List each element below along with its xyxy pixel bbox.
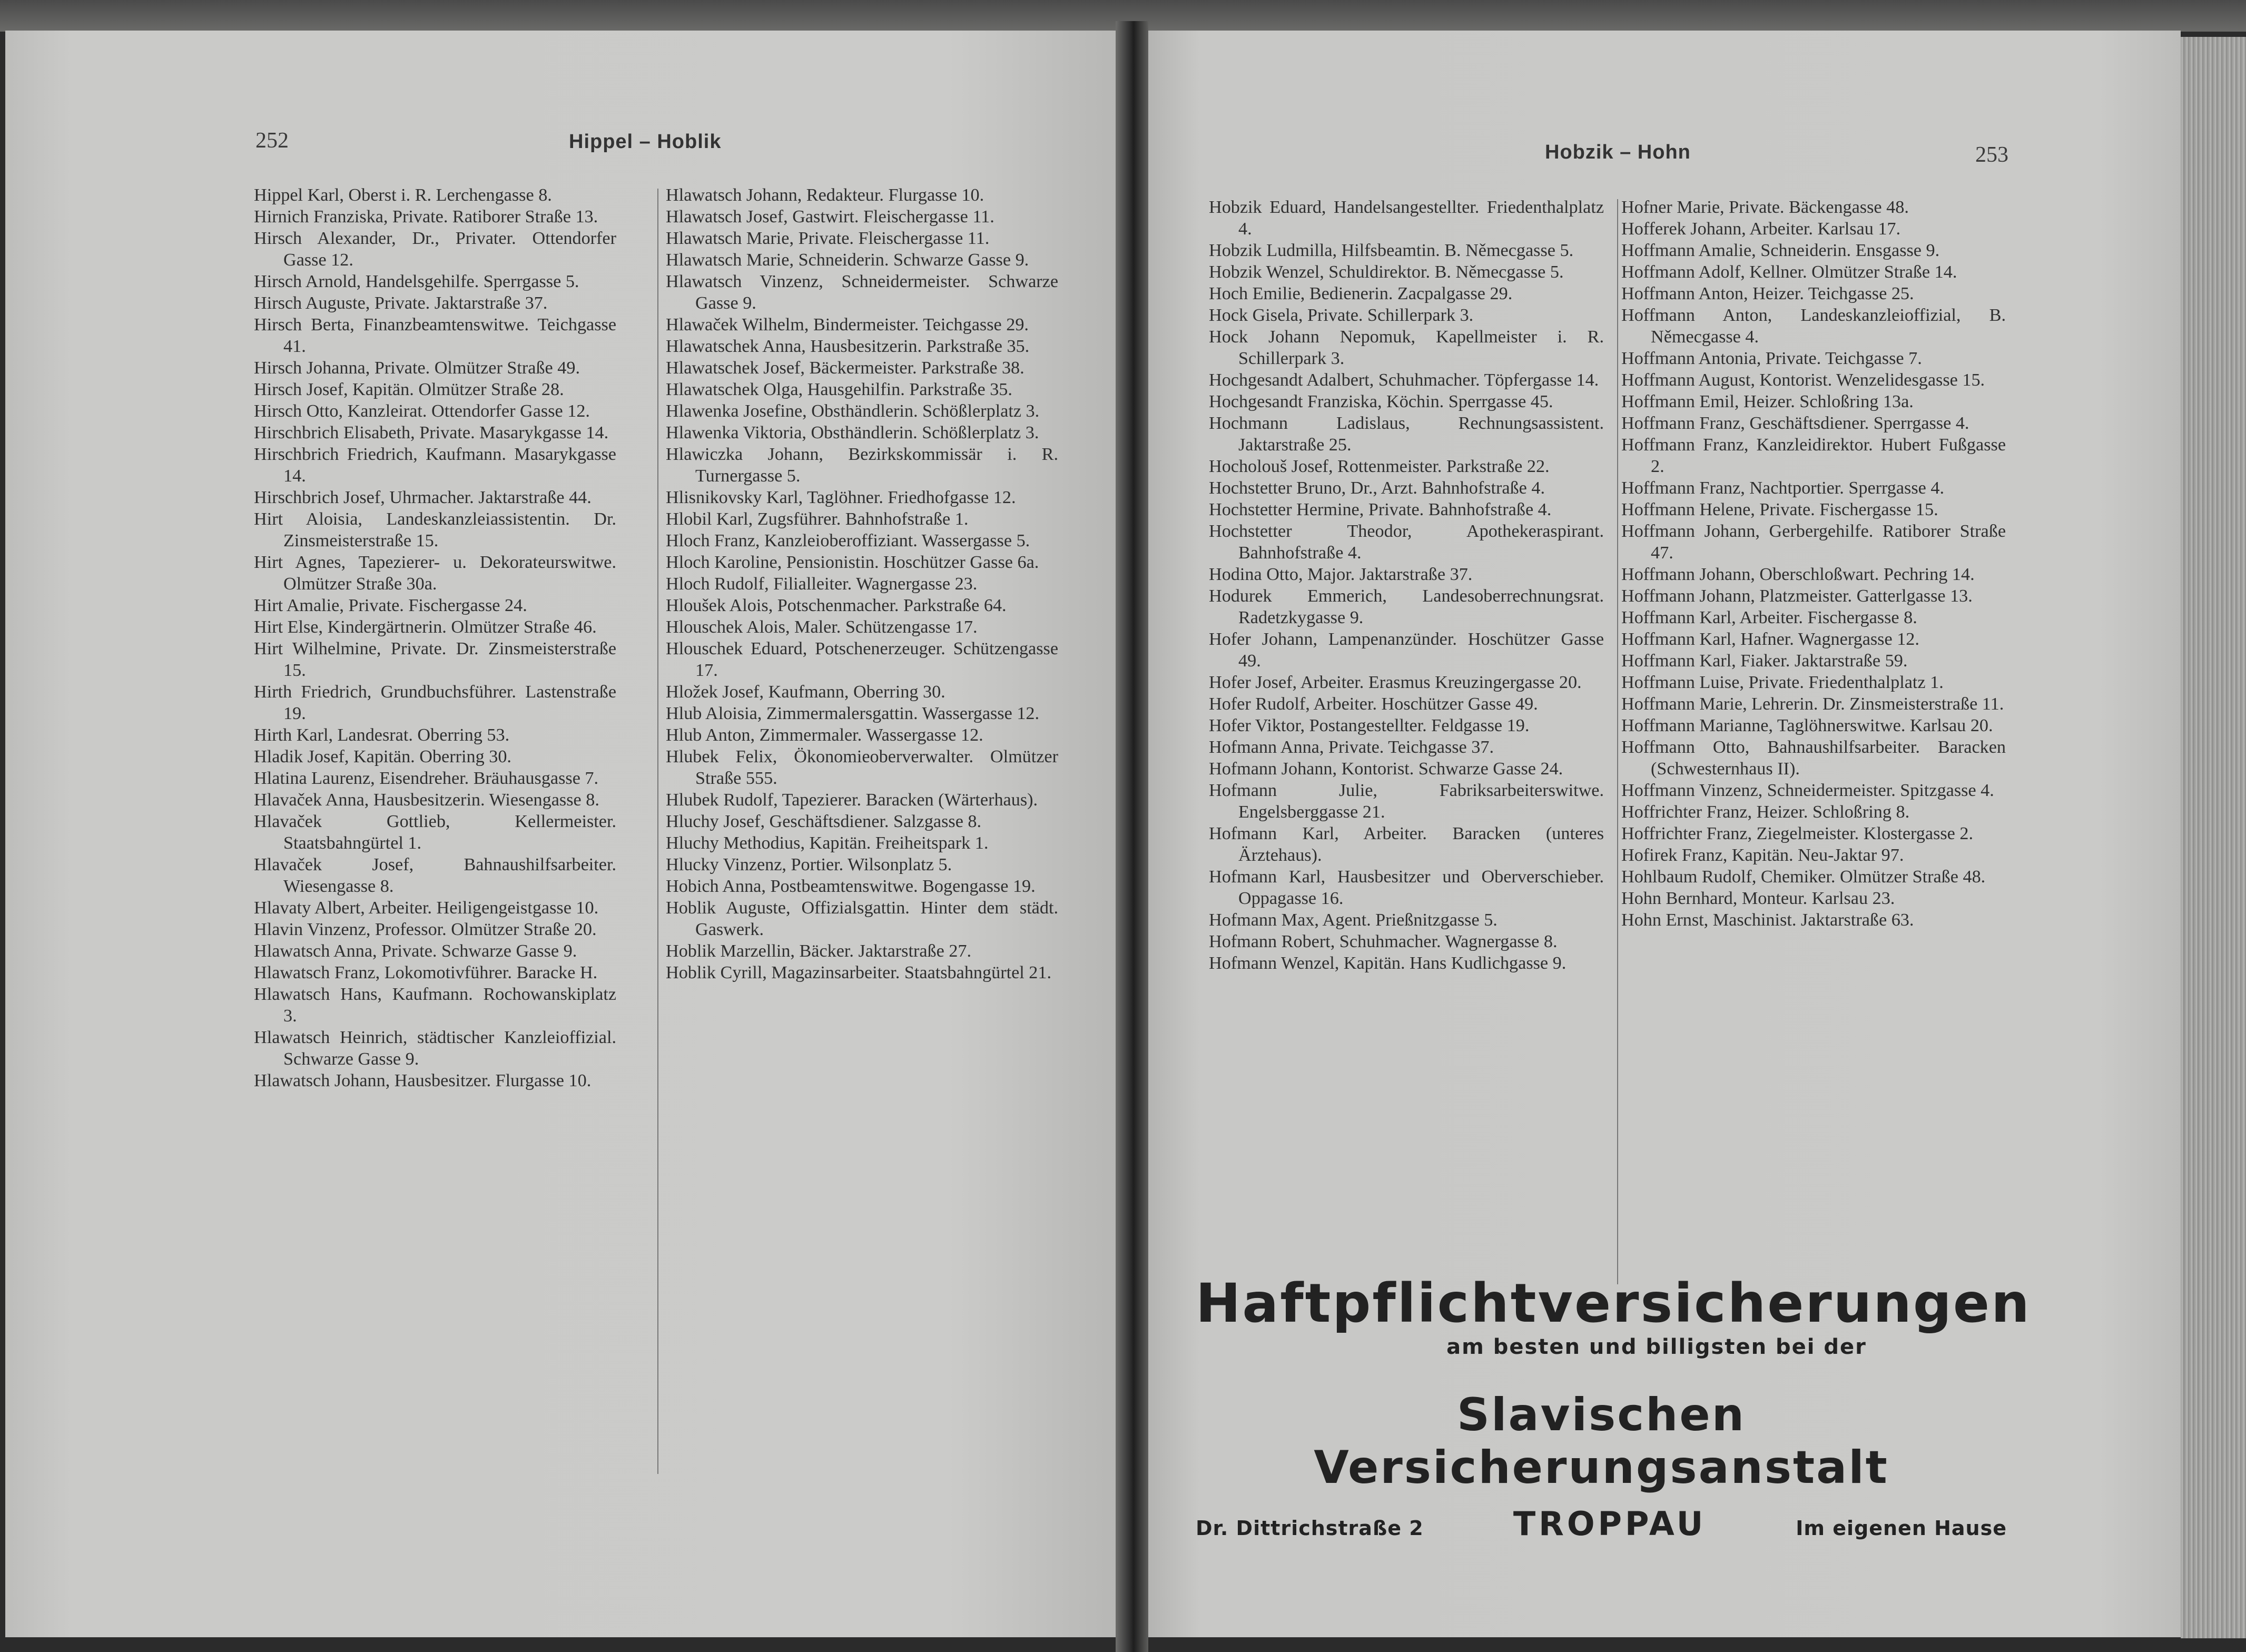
directory-entry: Hirth Karl, Landesrat. Oberring 53. xyxy=(254,725,510,745)
directory-entry: Hoffmann Amalie, Schneiderin. Ensgasse 9. xyxy=(1621,241,1940,260)
directory-entry: Hochstetter Hermine, Private. Bahnhofstraße 4. xyxy=(1209,500,1552,519)
directory-entry: Hobzik Eduard, Handelsangestellter. Friedenthalplatz 4. xyxy=(1209,198,1604,239)
directory-entry: Hlavaty Albert, Arbeiter. Heiligengeistgasse 10. xyxy=(254,898,599,918)
directory-entry: Hochstetter Theodor, Apothekeraspirant. Bahnhofstraße 4. xyxy=(1209,522,1604,563)
directory-entry: Hlawiczka Johann, Bezirkskommissär i. R. Turnergasse 5. xyxy=(666,445,1058,486)
insurance-advertisement xyxy=(1196,1272,2031,1543)
directory-entry: Hluchy Josef, Geschäftsdiener. Salzgasse 8. xyxy=(666,812,982,831)
directory-entry: Hirschbrich Josef, Uhrmacher. Jaktarstraße 44. xyxy=(254,488,592,507)
directory-entry: Hohn Bernhard, Monteur. Karlsau 23. xyxy=(1621,889,1895,908)
directory-entry: Hlatina Laurenz, Eisendreher. Bräuhausgasse 7. xyxy=(254,769,599,788)
left-page xyxy=(5,31,1116,1637)
directory-entry: Hlawatsch Vinzenz, Schneidermeister. Schwarze Gasse 9. xyxy=(666,272,1058,313)
directory-entry: Hoffmann Marianne, Taglöhnerswitwe. Karlsau 20. xyxy=(1621,716,1993,735)
directory-entry: Hoffmann Anton, Landeskanzleioffizial, B. Němecgasse 4. xyxy=(1621,306,2006,347)
directory-entry: Hoffmann Antonia, Private. Teichgasse 7. xyxy=(1621,349,1922,368)
directory-entry: Hoffmann Emil, Heizer. Schloßring 13a. xyxy=(1621,392,1914,411)
directory-entry: Hoblik Marzellin, Bäcker. Jaktarstraße 27. xyxy=(666,941,972,961)
column-rule xyxy=(1617,199,1618,1284)
directory-entry: Hofirek Franz, Kapitän. Neu-Jaktar 97. xyxy=(1621,845,1904,865)
directory-entry: Hlucky Vinzenz, Portier. Wilsonplatz 5. xyxy=(666,855,952,874)
directory-entry: Hoch Emilie, Bedienerin. Zacpalgasse 29. xyxy=(1209,284,1513,303)
directory-entry: Hohn Ernst, Maschinist. Jaktarstraße 63. xyxy=(1621,910,1914,930)
directory-entry: Hirsch Josef, Kapitän. Olmützer Straße 28. xyxy=(254,380,564,399)
directory-entry: Hofer Johann, Lampenanzünder. Hoschützer Gasse 49. xyxy=(1209,630,1604,671)
directory-entry: Hoffmann Franz, Geschäftsdiener. Sperrgasse 4. xyxy=(1621,414,1969,433)
right-page-column-1 xyxy=(1209,196,1604,974)
directory-entry: Hladik Josef, Kapitän. Oberring 30. xyxy=(254,747,511,766)
ad-own-house: Im eigenen Hause xyxy=(1796,1517,2007,1540)
directory-entry: Hirt Aloisia, Landeskanzleiassistentin. Dr. Zinsmeisterstraße 15. xyxy=(254,509,616,550)
ad-subline: am besten und billigsten bei der xyxy=(1446,1335,1867,1359)
directory-entry: Hoblik Auguste, Offizialsgattin. Hinter dem städt. Gaswerk. xyxy=(666,898,1058,939)
directory-entry: Hlobil Karl, Zugsführer. Bahnhofstraße 1. xyxy=(666,509,969,529)
directory-entry: Hoffmann Adolf, Kellner. Olmützer Straße 14. xyxy=(1621,262,1957,282)
directory-entry: Hofer Rudolf, Arbeiter. Hoschützer Gasse 49. xyxy=(1209,694,1538,714)
directory-entry: Hloch Franz, Kanzleioberoffiziant. Wassergasse 5. xyxy=(666,531,1030,550)
directory-entry: Hirnich Franziska, Private. Ratiborer Straße 13. xyxy=(254,207,598,227)
directory-entry: Hlawatschek Anna, Hausbesitzerin. Parkstraße 35. xyxy=(666,337,1030,356)
directory-entry: Hodurek Emmerich, Landesoberrechnungsrat. Radetzkygasse 9. xyxy=(1209,586,1604,627)
directory-entry: Hoffmann Karl, Fiaker. Jaktarstraße 59. xyxy=(1621,651,1908,671)
directory-entry: Hoffmann Johann, Oberschloßwart. Pechring 14. xyxy=(1621,565,1975,584)
directory-entry: Hofmann Julie, Fabriksarbeiterswitwe. Engelsberggasse 21. xyxy=(1209,781,1604,822)
directory-entry: Hirschbrich Elisabeth, Private. Masarykgasse 14. xyxy=(254,423,609,442)
directory-entry: Hloušek Alois, Potschenmacher. Parkstraße 64. xyxy=(666,596,1007,615)
column-rule xyxy=(657,189,658,1474)
directory-entry: Hlavin Vinzenz, Professor. Olmützer Straße 20. xyxy=(254,920,597,939)
directory-entry: Hoffmann Johann, Gerbergehilfe. Ratiborer Straße 47. xyxy=(1621,522,2006,563)
directory-entry: Hock Johann Nepomuk, Kapellmeister i. R. Schillerpark 3. xyxy=(1209,327,1604,368)
directory-entry: Hlawatsch Josef, Gastwirt. Fleischergasse 11. xyxy=(666,207,994,227)
directory-entry: Hofer Josef, Arbeiter. Erasmus Kreuzingergasse 20. xyxy=(1209,673,1582,692)
directory-entry: Hofmann Wenzel, Kapitän. Hans Kudlichgasse 9. xyxy=(1209,953,1567,973)
directory-entry: Hock Gisela, Private. Schillerpark 3. xyxy=(1209,306,1474,325)
directory-entry: Hoffmann Marie, Lehrerin. Dr. Zinsmeisterstraße 11. xyxy=(1621,694,2004,714)
directory-entry: Hirschbrich Friedrich, Kaufmann. Masarykgasse 14. xyxy=(254,445,616,486)
directory-entry: Hofmann Anna, Private. Teichgasse 37. xyxy=(1209,738,1494,757)
page-edges xyxy=(2181,37,2246,1638)
directory-entry: Hochgesandt Adalbert, Schuhmacher. Töpfergasse 14. xyxy=(1209,370,1599,390)
directory-entry: Hlub Aloisia, Zimmermalersgattin. Wassergasse 12. xyxy=(666,704,1040,723)
left-page-column-2 xyxy=(666,184,1058,984)
directory-entry: Hoffmann Franz, Nachtportier. Sperrgasse 4. xyxy=(1621,478,1945,498)
book-gutter xyxy=(1116,21,1148,1652)
directory-entry: Hirsch Auguste, Private. Jaktarstraße 37. xyxy=(254,293,548,313)
directory-entry: Hofmann Karl, Hausbesitzer und Oberverschieber. Oppagasse 16. xyxy=(1209,867,1604,908)
directory-entry: Hirsch Alexander, Dr., Privater. Ottendorfer Gasse 12. xyxy=(254,229,616,270)
directory-entry: Hofmann Robert, Schuhmacher. Wagnergasse 8. xyxy=(1209,932,1558,951)
directory-entry: Hlawatschek Josef, Bäckermeister. Parkstraße 38. xyxy=(666,358,1025,378)
ad-address-row xyxy=(1196,1504,2007,1543)
directory-entry: Hirth Friedrich, Grundbuchsführer. Lastenstraße 19. xyxy=(254,682,616,723)
directory-entry: Hofner Marie, Private. Bäckengasse 48. xyxy=(1621,198,1909,217)
directory-entry: Hložek Josef, Kaufmann, Oberring 30. xyxy=(666,682,945,702)
directory-entry: Hlawatsch Johann, Hausbesitzer. Flurgasse 10. xyxy=(254,1071,592,1090)
directory-entry: Hoffmann Helene, Private. Fischergasse 15. xyxy=(1621,500,1938,519)
directory-entry: Hofferek Johann, Arbeiter. Karlsau 17. xyxy=(1621,219,1901,239)
directory-entry: Hlawatsch Marie, Schneiderin. Schwarze Gasse 9. xyxy=(666,250,1029,270)
directory-entry: Hlawatsch Marie, Private. Fleischergasse 11. xyxy=(666,229,990,248)
directory-entry: Hlawatsch Heinrich, städtischer Kanzleioffizial. Schwarze Gasse 9. xyxy=(254,1028,616,1069)
directory-entry: Hlawenka Josefine, Obsthändlerin. Schößlerplatz 3. xyxy=(666,401,1040,421)
directory-entry: Hoffmann Karl, Hafner. Wagnergasse 12. xyxy=(1621,630,1919,649)
directory-entry: Hirt Amalie, Private. Fischergasse 24. xyxy=(254,596,527,615)
directory-entry: Hlawenka Viktoria, Obsthändlerin. Schößlerplatz 3. xyxy=(666,423,1039,442)
directory-entry: Hobzik Ludmilla, Hilfsbeamtin. B. Němecgasse 5. xyxy=(1209,241,1574,260)
directory-entry: Hlubek Rudolf, Tapezierer. Baracken (Wärterhaus). xyxy=(666,790,1038,810)
directory-entry: Hoffmann August, Kontorist. Wenzelidesgasse 15. xyxy=(1621,370,1985,390)
directory-entry: Hlawatsch Hans, Kaufmann. Rochowanskiplatz 3. xyxy=(254,985,616,1026)
directory-entry: Hloch Rudolf, Filialleiter. Wagnergasse 23. xyxy=(666,574,978,594)
right-page-column-2 xyxy=(1621,196,2006,931)
directory-entry: Hobzik Wenzel, Schuldirektor. B. Němecgasse 5. xyxy=(1209,262,1564,282)
left-page-column-1 xyxy=(254,184,616,1092)
directory-entry: Hoffmann Karl, Arbeiter. Fischergasse 8. xyxy=(1621,608,1917,627)
ad-city: TROPPAU xyxy=(1513,1504,1707,1543)
directory-entry: Hochgesandt Franziska, Köchin. Sperrgasse 45. xyxy=(1209,392,1553,411)
directory-entry: Hohlbaum Rudolf, Chemiker. Olmützer Straße 48. xyxy=(1621,867,1986,887)
directory-entry: Hlouschek Eduard, Potschenerzeuger. Schützengasse 17. xyxy=(666,639,1058,680)
directory-entry: Hlawatsch Johann, Redakteur. Flurgasse 10. xyxy=(666,185,984,205)
running-head-right: Hobzik – Hohn xyxy=(1545,141,1691,163)
directory-entry: Hoffmann Luise, Private. Friedenthalplatz 1. xyxy=(1621,673,1944,692)
directory-entry: Hloch Karoline, Pensionistin. Hoschützer Gasse 6a. xyxy=(666,553,1039,572)
directory-entry: Hirsch Otto, Kanzleirat. Ottendorfer Gasse 12. xyxy=(254,401,590,421)
directory-entry: Hoffmann Johann, Platzmeister. Gatterlgasse 13. xyxy=(1621,586,1973,606)
running-head-left: Hippel – Hoblik xyxy=(569,131,722,153)
directory-entry: Hofmann Johann, Kontorist. Schwarze Gasse 24. xyxy=(1209,759,1563,779)
directory-entry: Hochstetter Bruno, Dr., Arzt. Bahnhofstraße 4. xyxy=(1209,478,1545,498)
directory-entry: Hlawatsch Franz, Lokomotivführer. Baracke H. xyxy=(254,963,598,982)
directory-entry: Hoffmann Otto, Bahnaushilfsarbeiter. Baracken (Schwesternhaus II). xyxy=(1621,738,2006,779)
directory-entry: Hlawaček Wilhelm, Bindermeister. Teichgasse 29. xyxy=(666,315,1029,335)
directory-entry: Hlawatsch Anna, Private. Schwarze Gasse 9. xyxy=(254,941,577,961)
directory-entry: Hofmann Karl, Arbeiter. Baracken (unteres Ärztehaus). xyxy=(1209,824,1604,865)
directory-entry: Hlawatschek Olga, Hausgehilfin. Parkstraße 35. xyxy=(666,380,1012,399)
directory-entry: Hofmann Max, Agent. Prießnitzgasse 5. xyxy=(1209,910,1498,930)
directory-entry: Hodina Otto, Major. Jaktarstraße 37. xyxy=(1209,565,1473,584)
directory-entry: Hirt Else, Kindergärtnerin. Olmützer Straße 46. xyxy=(254,617,597,637)
directory-entry: Hocholouš Josef, Rottenmeister. Parkstraße 22. xyxy=(1209,457,1550,476)
directory-entry: Hlavaček Gottlieb, Kellermeister. Staatsbahngürtel 1. xyxy=(254,812,616,853)
directory-entry: Hoffmann Anton, Heizer. Teichgasse 25. xyxy=(1621,284,1914,303)
page-number-left: 252 xyxy=(255,129,289,153)
directory-entry: Hirsch Arnold, Handelsgehilfe. Sperrgasse 5. xyxy=(254,272,579,291)
directory-entry: Hirt Agnes, Tapezierer- u. Dekorateurswitwe. Olmützer Straße 30a. xyxy=(254,553,616,594)
directory-entry: Hluchy Methodius, Kapitän. Freiheitspark 1. xyxy=(666,833,989,853)
directory-entry: Hlavaček Anna, Hausbesitzerin. Wiesengasse 8. xyxy=(254,790,599,810)
ad-company-name: Slavischen Versicherungsanstalt xyxy=(1314,1389,1889,1494)
ad-street: Dr. Dittrichstraße 2 xyxy=(1196,1517,1424,1540)
directory-entry: Hippel Karl, Oberst i. R. Lerchengasse 8. xyxy=(254,185,552,205)
directory-entry: Hirt Wilhelmine, Private. Dr. Zinsmeisterstraße 15. xyxy=(254,639,616,680)
ad-headline: Haftpflichtversicherungen xyxy=(1196,1272,2031,1335)
page-number-right: 253 xyxy=(1975,143,2008,167)
directory-entry: Hlavaček Josef, Bahnaushilfsarbeiter. Wiesengasse 8. xyxy=(254,855,616,896)
directory-entry: Hlouschek Alois, Maler. Schützengasse 17. xyxy=(666,617,978,637)
directory-entry: Hoffmann Franz, Kanzleidirektor. Hubert Fußgasse 2. xyxy=(1621,435,2006,476)
directory-entry: Hlisnikovsky Karl, Taglöhner. Friedhofgasse 12. xyxy=(666,488,1016,507)
directory-entry: Hofer Viktor, Postangestellter. Feldgasse 19. xyxy=(1209,716,1530,735)
directory-entry: Hochmann Ladislaus, Rechnungsassistent. Jaktarstraße 25. xyxy=(1209,414,1604,455)
directory-entry: Hlubek Felix, Ökonomieoberverwalter. Olmützer Straße 555. xyxy=(666,747,1058,788)
directory-entry: Hoffmann Vinzenz, Schneidermeister. Spitzgasse 4. xyxy=(1621,781,1994,800)
directory-entry: Hoffrichter Franz, Ziegelmeister. Klostergasse 2. xyxy=(1621,824,1974,843)
directory-entry: Hobich Anna, Postbeamtenswitwe. Bogengasse 19. xyxy=(666,877,1036,896)
directory-entry: Hoblik Cyrill, Magazinsarbeiter. Staatsbahngürtel 21. xyxy=(666,963,1052,982)
directory-entry: Hirsch Johanna, Private. Olmützer Straße 49. xyxy=(254,358,580,378)
directory-entry: Hirsch Berta, Finanzbeamtenswitwe. Teichgasse 41. xyxy=(254,315,616,356)
directory-entry: Hlub Anton, Zimmermaler. Wassergasse 12. xyxy=(666,725,983,745)
directory-entry: Hoffrichter Franz, Heizer. Schloßring 8. xyxy=(1621,802,1910,822)
